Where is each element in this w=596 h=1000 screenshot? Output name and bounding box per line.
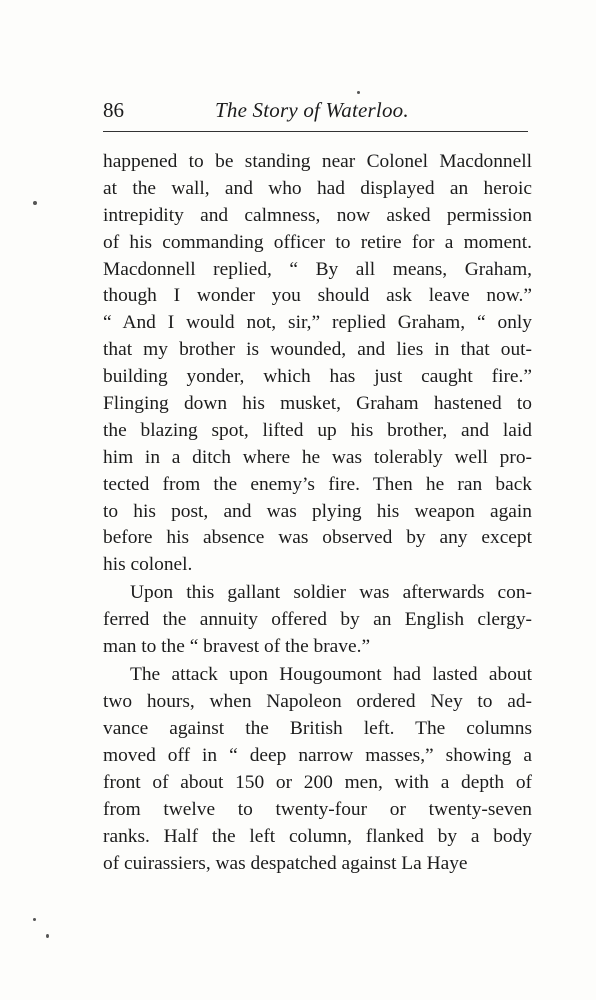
scan-speck [357,91,360,94]
page-header [103,92,528,128]
text-line: intrepidity and calmness, now asked permission [103,204,532,226]
scan-speck [46,934,49,938]
scan-speck [33,201,37,205]
text-line: “ And I would not, sir,” replied Graham, “ only [103,312,532,334]
text-line: from twelve to twenty-four or twenty-seven [103,798,532,820]
text-line: the blazing spot, lifted up his brother, and laid [103,419,532,441]
text-line: man to the “ bravest of the brave.” [103,636,371,658]
text-line: two hours, when Napoleon ordered Ney to ad- [103,691,532,713]
text-line: of his commanding officer to retire for a moment. [103,231,532,253]
text-line: ranks. Half the left column, flanked by a body [103,825,532,847]
page-number: 86 [103,98,124,122]
text-line: moved off in “ deep narrow masses,” showing a [103,744,532,766]
text-line: ferred the annuity offered by an English clergy- [103,609,532,631]
text-line: building yonder, which has just caught fire.” [103,366,532,388]
text-line: Macdonnell replied, “ By all means, Graham, [103,258,532,280]
paragraph [103,580,532,661]
text-line: vance against the British left. The columns [103,718,532,740]
body-text [103,149,532,877]
text-line: front of about 150 or 200 men, with a depth of [103,771,532,793]
text-line: his colonel. [103,554,193,576]
paragraph [103,662,532,877]
text-line: tected from the enemy’s fire. Then he ran back [103,473,532,495]
text-line: him in a ditch where he was tolerably well pro- [103,446,532,468]
text-line: of cuirassiers, was despatched against La Haye [103,852,468,874]
text-line: The attack upon Hougoumont had lasted about [130,664,532,686]
header-rule [103,131,528,132]
text-line: before his absence was observed by any except [103,527,532,549]
running-title: The Story of Waterloo. [215,98,409,122]
text-line: at the wall, and who had displayed an heroic [103,177,532,199]
text-line: that my brother is wounded, and lies in that out- [103,339,532,361]
text-line: Upon this gallant soldier was afterwards con- [130,582,532,604]
scan-speck [33,918,36,921]
paragraph [103,149,532,579]
text-line: happened to be standing near Colonel Macdonnell [103,151,532,172]
text-line: though I wonder you should ask leave now.” [103,285,532,307]
text-line: Flinging down his musket, Graham hastened to [103,393,532,415]
text-line: to his post, and was plying his weapon again [103,500,532,522]
